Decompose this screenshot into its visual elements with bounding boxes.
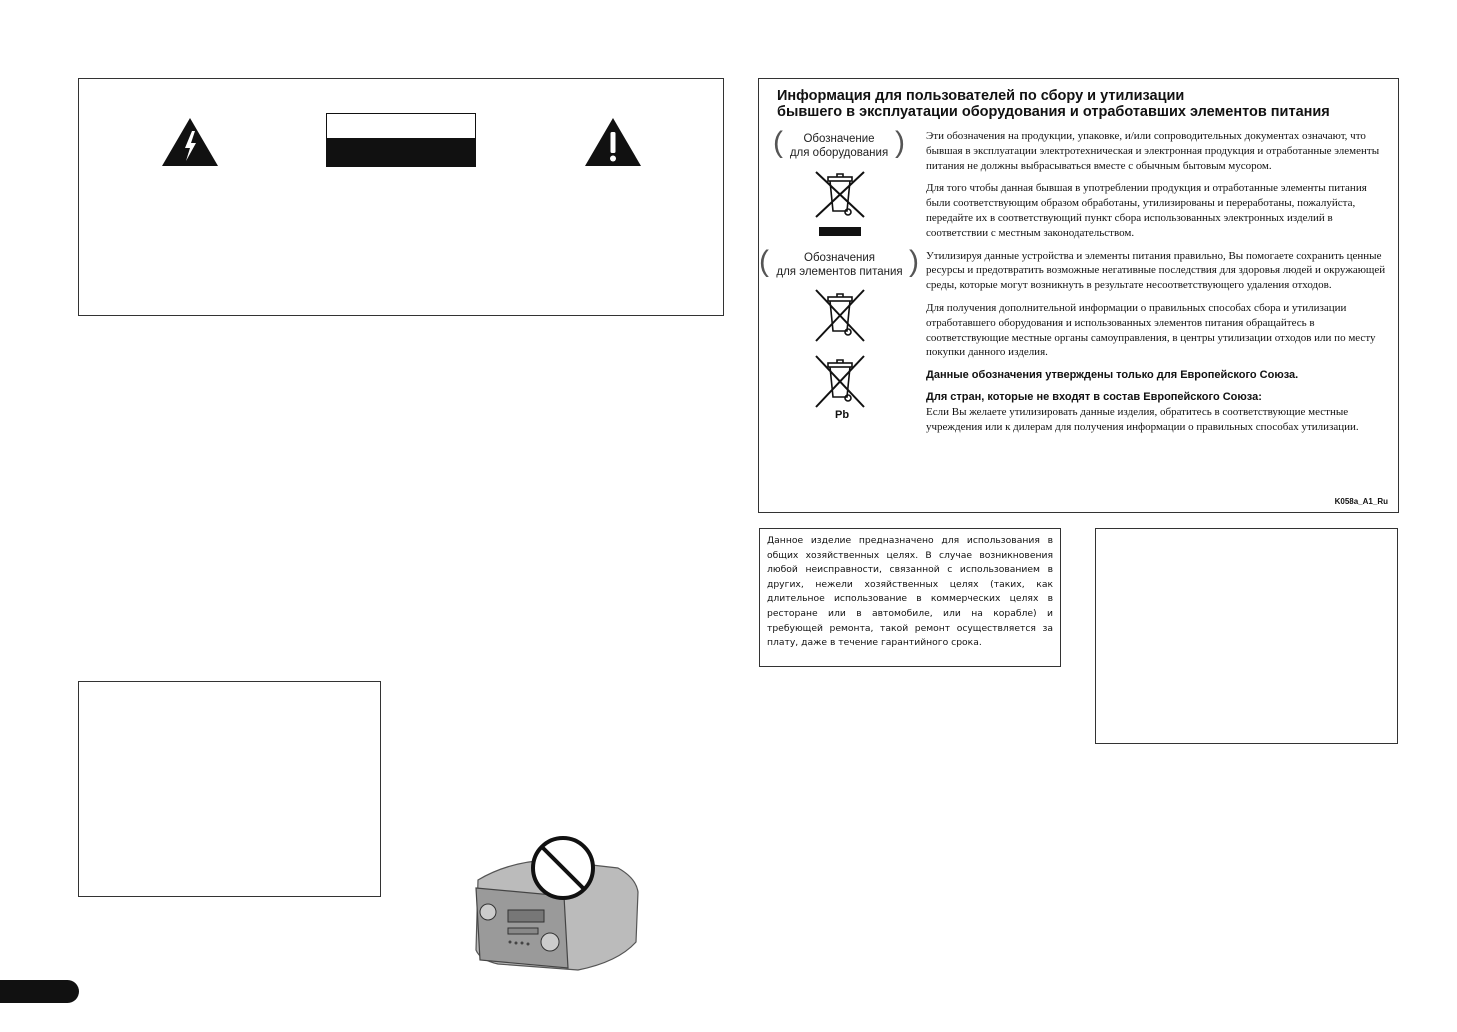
recycling-text <box>926 129 1386 442</box>
lightning-warning-icon <box>161 117 219 167</box>
exclamation-warning-icon <box>584 117 642 167</box>
right-bracket: ) <box>895 126 905 159</box>
recycling-title: Информация для пользователей по сбору и утилизации бывшего в эксплуатации оборудования и отработавших элементов питания <box>777 88 1330 120</box>
right-bracket: ) <box>909 245 919 278</box>
paragraph: Эти обозначения на продукции, упаковке, и/или сопроводительных документах означают, что бывшая в эксплуатации электротехническая и электронная продукция и отработанные элементы питания не должны выбрасываться вместе с обычным бытовым мусором. <box>926 130 1380 172</box>
paragraph: Для получения дополнительной информации о правильных способах сбора и утилизации отработавшего оборудования и использованных элементов питания обращайтесь в соответствующие местные органы самоуправления, в центры утилизации отходов или по месту покупки данного изделия. <box>926 301 1376 359</box>
blank-box-left <box>78 681 381 897</box>
crossed-bin-battery-icon <box>813 287 867 345</box>
caution-label <box>326 113 476 167</box>
non-eu-heading: Для стран, которые не входят в состав Европейского Союза: <box>926 390 1262 403</box>
crossed-bin-pb-battery-icon <box>813 353 867 411</box>
document-code: K058a_A1_Ru <box>1334 497 1388 506</box>
household-use-notice <box>759 528 1061 667</box>
blank-box-right <box>1095 528 1398 744</box>
safety-warning-box <box>78 78 724 316</box>
paragraph: Для того чтобы данная бывшая в употреблении продукция и отработанные элементы питания были соответствующим образом обработаны, утилизированы и переработаны, пожалуйста, передайте их в соответствующий пункт сбора использованных электронных изделий в соответствии с местным законодательством. <box>926 182 1367 239</box>
recycling-info-box <box>758 78 1399 513</box>
battery-symbol-caption: Обозначения для элементов питания <box>776 252 903 278</box>
eu-only-note: Данные обозначения утверждены только для Европейского Союза. <box>926 369 1299 382</box>
no-cover-device-illustration <box>468 832 646 978</box>
equipment-symbol-caption: Обозначение для оборудования <box>789 133 889 159</box>
non-eu-text: Если Вы желаете утилизировать данные изделия, обратитесь в соответствующие местные учреждения или к дилерам для получения информации о правильных способах утилизации. <box>926 405 1359 433</box>
crossed-bin-equipment-icon <box>813 167 867 237</box>
household-notice-text: Данное изделие предназначено для использования в общих хозяйственных целях. В случае возникновения любой неисправности, связанной с использованием в других, нежели хозяйственных целях (таких, как длительное использование в коммерческих целях в ресторане или в автомобиле, или на корабле) и требующей ремонта, такой ремонт осуществляется за плату, даже в течение гарантийного срока. <box>767 535 1053 649</box>
prohibited-icon <box>533 838 593 898</box>
left-bracket: ( <box>773 126 783 159</box>
page-tab <box>0 980 79 1003</box>
paragraph: Утилизируя данные устройства и элементы питания правильно, Вы помогаете сохранить ценные ресурсы и предотвратить возможные негативные последствия для здоровья людей и окружающей среды, которые могут возникнуть в результате несоответствующего удаления отходов. <box>926 249 1386 292</box>
left-bracket: ( <box>759 245 769 278</box>
pb-label: Pb <box>835 409 850 421</box>
